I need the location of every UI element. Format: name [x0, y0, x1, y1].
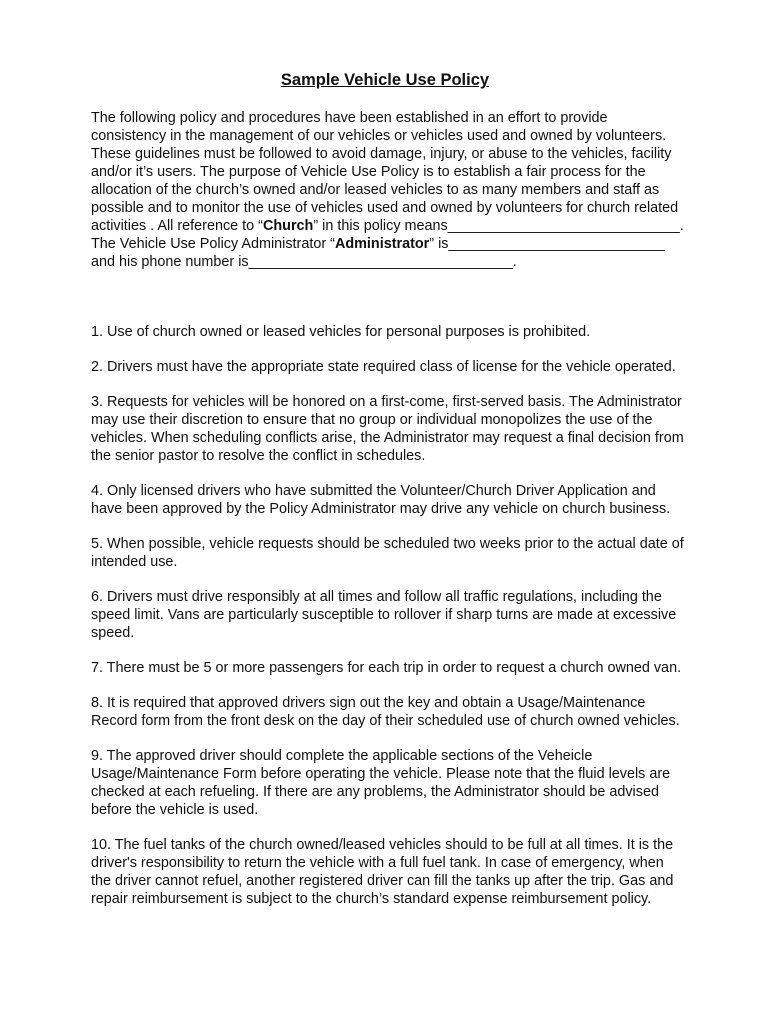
policy-item-line: 8. It is required that approved drivers sign out the key and obtain a Usage/Maintenance [91, 695, 646, 711]
church-suffix: ” in this policy means_____________________________. [313, 218, 684, 234]
policy-item-line: intended use. [91, 554, 178, 570]
admin-suffix: ” is___________________________ [429, 236, 665, 252]
church-term: Church [262, 218, 314, 234]
policy-item-line: 6. Drivers must drive responsibly at all times and follow all traffic regulations, including the [91, 589, 662, 605]
policy-item-line: Usage/Maintenance Form before operating the vehicle. Please note that the fluid levels are [91, 766, 671, 782]
policy-item-4 [91, 482, 731, 518]
policy-item-line: 2. Drivers must have the appropriate state required class of license for the vehicle operated. [91, 359, 676, 375]
intro-paragraph [91, 109, 731, 271]
intro-line: consistency in the management of our vehicles or vehicles used and owned by volunteers. [91, 128, 667, 144]
policy-item-5 [91, 535, 731, 571]
administrator-definition-line [91, 235, 731, 253]
document-title: Sample Vehicle Use Policy [280, 71, 490, 89]
admin-prefix: The Vehicle Use Policy Administrator “ [91, 236, 335, 252]
policy-item-line: 1. Use of church owned or leased vehicles for personal purposes is prohibited. [91, 324, 591, 340]
intro-line: These guidelines must be followed to avoid damage, injury, or abuse to the vehicles, facility [91, 146, 672, 162]
intro-line: possible and to monitor the use of vehicles used and owned by volunteers for church related [91, 200, 679, 216]
policy-item-8 [91, 694, 731, 730]
policy-item-1 [91, 323, 731, 341]
church-prefix: activities . All reference to “ [91, 218, 263, 234]
policy-item-line: checked at each refueling. If there are any problems, the Administrator should be advised [91, 784, 659, 800]
policy-item-6 [91, 588, 731, 642]
policy-item-line: the driver cannot refuel, another registered driver can fill the tanks up after the trip. Gas and [91, 873, 674, 889]
church-definition-line [91, 217, 731, 235]
policy-item-line: may use their discretion to ensure that no group or individual monopolizes the use of the [91, 412, 653, 428]
intro-line: The following policy and procedures have been established in an effort to provide [91, 110, 608, 126]
policy-item-line: 3. Requests for vehicles will be honored on a first-come, first-served basis. The Administrator [91, 394, 682, 410]
intro-line: allocation of the church’s owned and/or leased vehicles to as many members and staff as [91, 182, 660, 198]
policy-item-line: 4. Only licensed drivers who have submitted the Volunteer/Church Driver Application and [91, 483, 656, 499]
policy-item-line: 10. The fuel tanks of the church owned/leased vehicles should to be full at all times. It is the [91, 837, 674, 853]
policy-item-line: have been approved by the Policy Administrator may drive any vehicle on church business. [91, 501, 671, 517]
policy-item-line: Record form from the front desk on the day of their scheduled use of church owned vehicles. [91, 713, 680, 729]
policy-item-line: 9. The approved driver should complete the applicable sections of the Veheicle [91, 748, 593, 764]
policy-item-7 [91, 659, 731, 677]
policy-item-2 [91, 358, 731, 376]
policy-item-9 [91, 747, 731, 819]
policy-item-line: repair reimbursement is subject to the church’s standard expense reimbursement policy. [91, 891, 652, 907]
policy-item-line: 7. There must be 5 or more passengers for each trip in order to request a church owned van. [91, 660, 682, 676]
policy-list [91, 323, 731, 925]
policy-item-line: before the vehicle is used. [91, 802, 259, 818]
policy-item-line: 5. When possible, vehicle requests should be scheduled two weeks prior to the actual date of [91, 536, 684, 552]
policy-item-line: speed. [91, 625, 135, 641]
intro-line: and/or it’s users. The purpose of Vehicle Use Policy is to establish a fair process for the [91, 164, 646, 180]
policy-item-10 [91, 836, 731, 908]
policy-item-line: the senior pastor to resolve the conflict in schedules. [91, 448, 426, 464]
policy-item-line: speed limit. Vans are particularly susceptible to rollover if sharp turns are made at excessive [91, 607, 677, 623]
policy-item-line: vehicles. When scheduling conflicts arise, the Administrator may request a final decision from [91, 430, 684, 446]
policy-item-line: driver's responsibility to return the vehicle with a full fuel tank. In case of emergency, when [91, 855, 664, 871]
policy-item-3 [91, 393, 731, 465]
admin-term: Administrator [334, 236, 430, 252]
phone-line: and his phone number is_________________________________. [91, 254, 517, 270]
